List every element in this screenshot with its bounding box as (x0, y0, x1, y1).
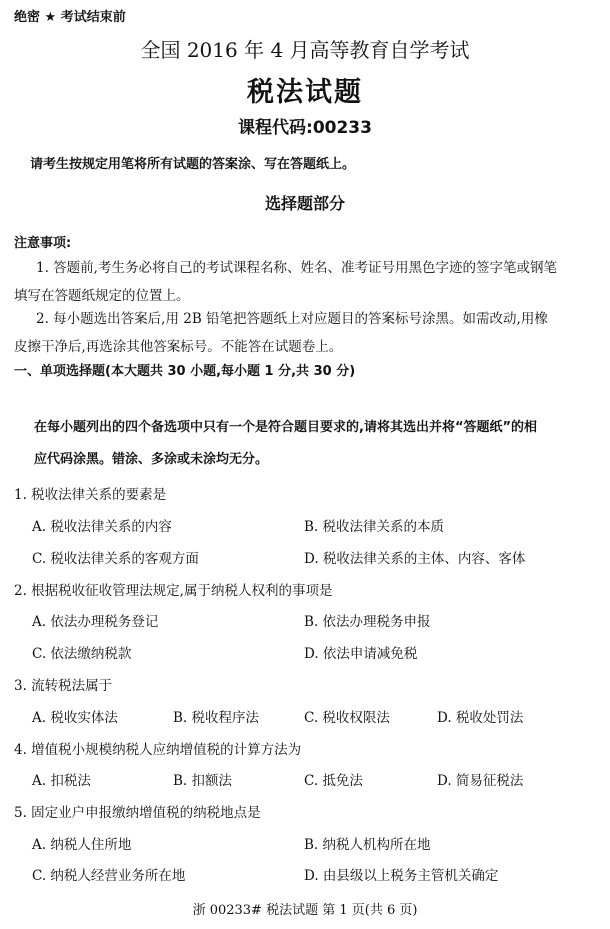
notice-item-2-line-2: 皮擦干净后,再选涂其他答案标号。不能答在试题卷上。 (14, 339, 343, 355)
question-3-option-d: D. 税收处罚法 (437, 710, 524, 726)
question-3-option-c: C. 税收权限法 (304, 710, 390, 726)
question-3-option-a: A. 税收实体法 (32, 710, 118, 726)
question-5-option-c: C. 纳税人经营业务所在地 (32, 868, 186, 884)
question-4-option-b: B. 扣额法 (173, 773, 233, 789)
section-desc-line-2: 应代码涂黑。错涂、多涂或未涂均无分。 (34, 452, 269, 467)
question-2-stem: 2. 根据税收征收管理法规定,属于纳税人权利的事项是 (14, 583, 333, 599)
question-5-option-d: D. 由县级以上税务主管机关确定 (304, 868, 499, 884)
question-1-option-c: C. 税收法律关系的客观方面 (32, 551, 199, 567)
question-2-option-a: A. 依法办理税务登记 (32, 614, 159, 630)
question-2-option-b: B. 依法办理税务申报 (304, 614, 431, 630)
question-5-stem: 5. 固定业户申报缴纳增值税的纳税地点是 (14, 805, 261, 821)
question-1-option-a: A. 税收法律关系的内容 (32, 519, 172, 535)
question-4-option-c: C. 抵免法 (304, 773, 363, 789)
page-footer: 浙 00233# 税法试题 第 1 页(共 6 页) (192, 903, 418, 918)
exam-name: 全国 2016 年 4 月高等教育自学考试 (140, 38, 470, 62)
question-4-stem: 4. 增值税小规模纳税人应纳增值税的计算方法为 (14, 742, 302, 758)
notice-item-1-line-1: 1. 答题前,考生务必将自己的考试课程名称、姓名、准考证号用黑色字迹的签字笔或钢笔 (36, 260, 557, 276)
section-title: 一、单项选择题(本大题共 30 小题,每小题 1 分,共 30 分) (14, 364, 356, 379)
question-4-option-d: D. 简易征税法 (437, 773, 524, 789)
notice-item-1-line-2: 填写在答题纸规定的位置上。 (14, 288, 190, 304)
paper-title: 税法试题 (247, 77, 363, 108)
question-5-option-a: A. 纳税人住所地 (32, 837, 132, 853)
question-3-stem: 3. 流转税法属于 (14, 678, 113, 694)
notice-item-2-line-1: 2. 每小题选出答案后,用 2B 铅笔把答题纸上对应题目的答案标号涂黑。如需改动,用橡 (36, 311, 548, 327)
course-code: 课程代码:00233 (238, 118, 372, 138)
question-2-option-d: D. 依法申请减免税 (304, 646, 418, 662)
question-1-stem: 1. 税收法律关系的要素是 (14, 487, 167, 503)
question-2-option-c: C. 依法缴纳税款 (32, 646, 132, 662)
question-1-option-b: B. 税收法律关系的本质 (304, 519, 445, 535)
question-4-option-a: A. 扣税法 (32, 773, 91, 789)
notice-item-1 (14, 254, 596, 310)
question-1-option-d: D. 税收法律关系的主体、内容、客体 (304, 551, 526, 567)
part-title: 选择题部分 (264, 194, 345, 213)
secrecy-label: 绝密 ★ 考试结束前 (14, 10, 126, 25)
notice-item-2 (14, 305, 596, 361)
notice-title: 注意事项: (14, 236, 72, 251)
general-instruction: 请考生按规定用笔将所有试题的答案涂、写在答题纸上。 (30, 157, 356, 172)
section-desc-line-1: 在每小题列出的四个备选项中只有一个是符合题目要求的,请将其选出并将“答题纸”的相 (34, 420, 538, 435)
question-5-option-b: B. 纳税人机构所在地 (304, 837, 431, 853)
question-3-option-b: B. 税收程序法 (173, 710, 260, 726)
